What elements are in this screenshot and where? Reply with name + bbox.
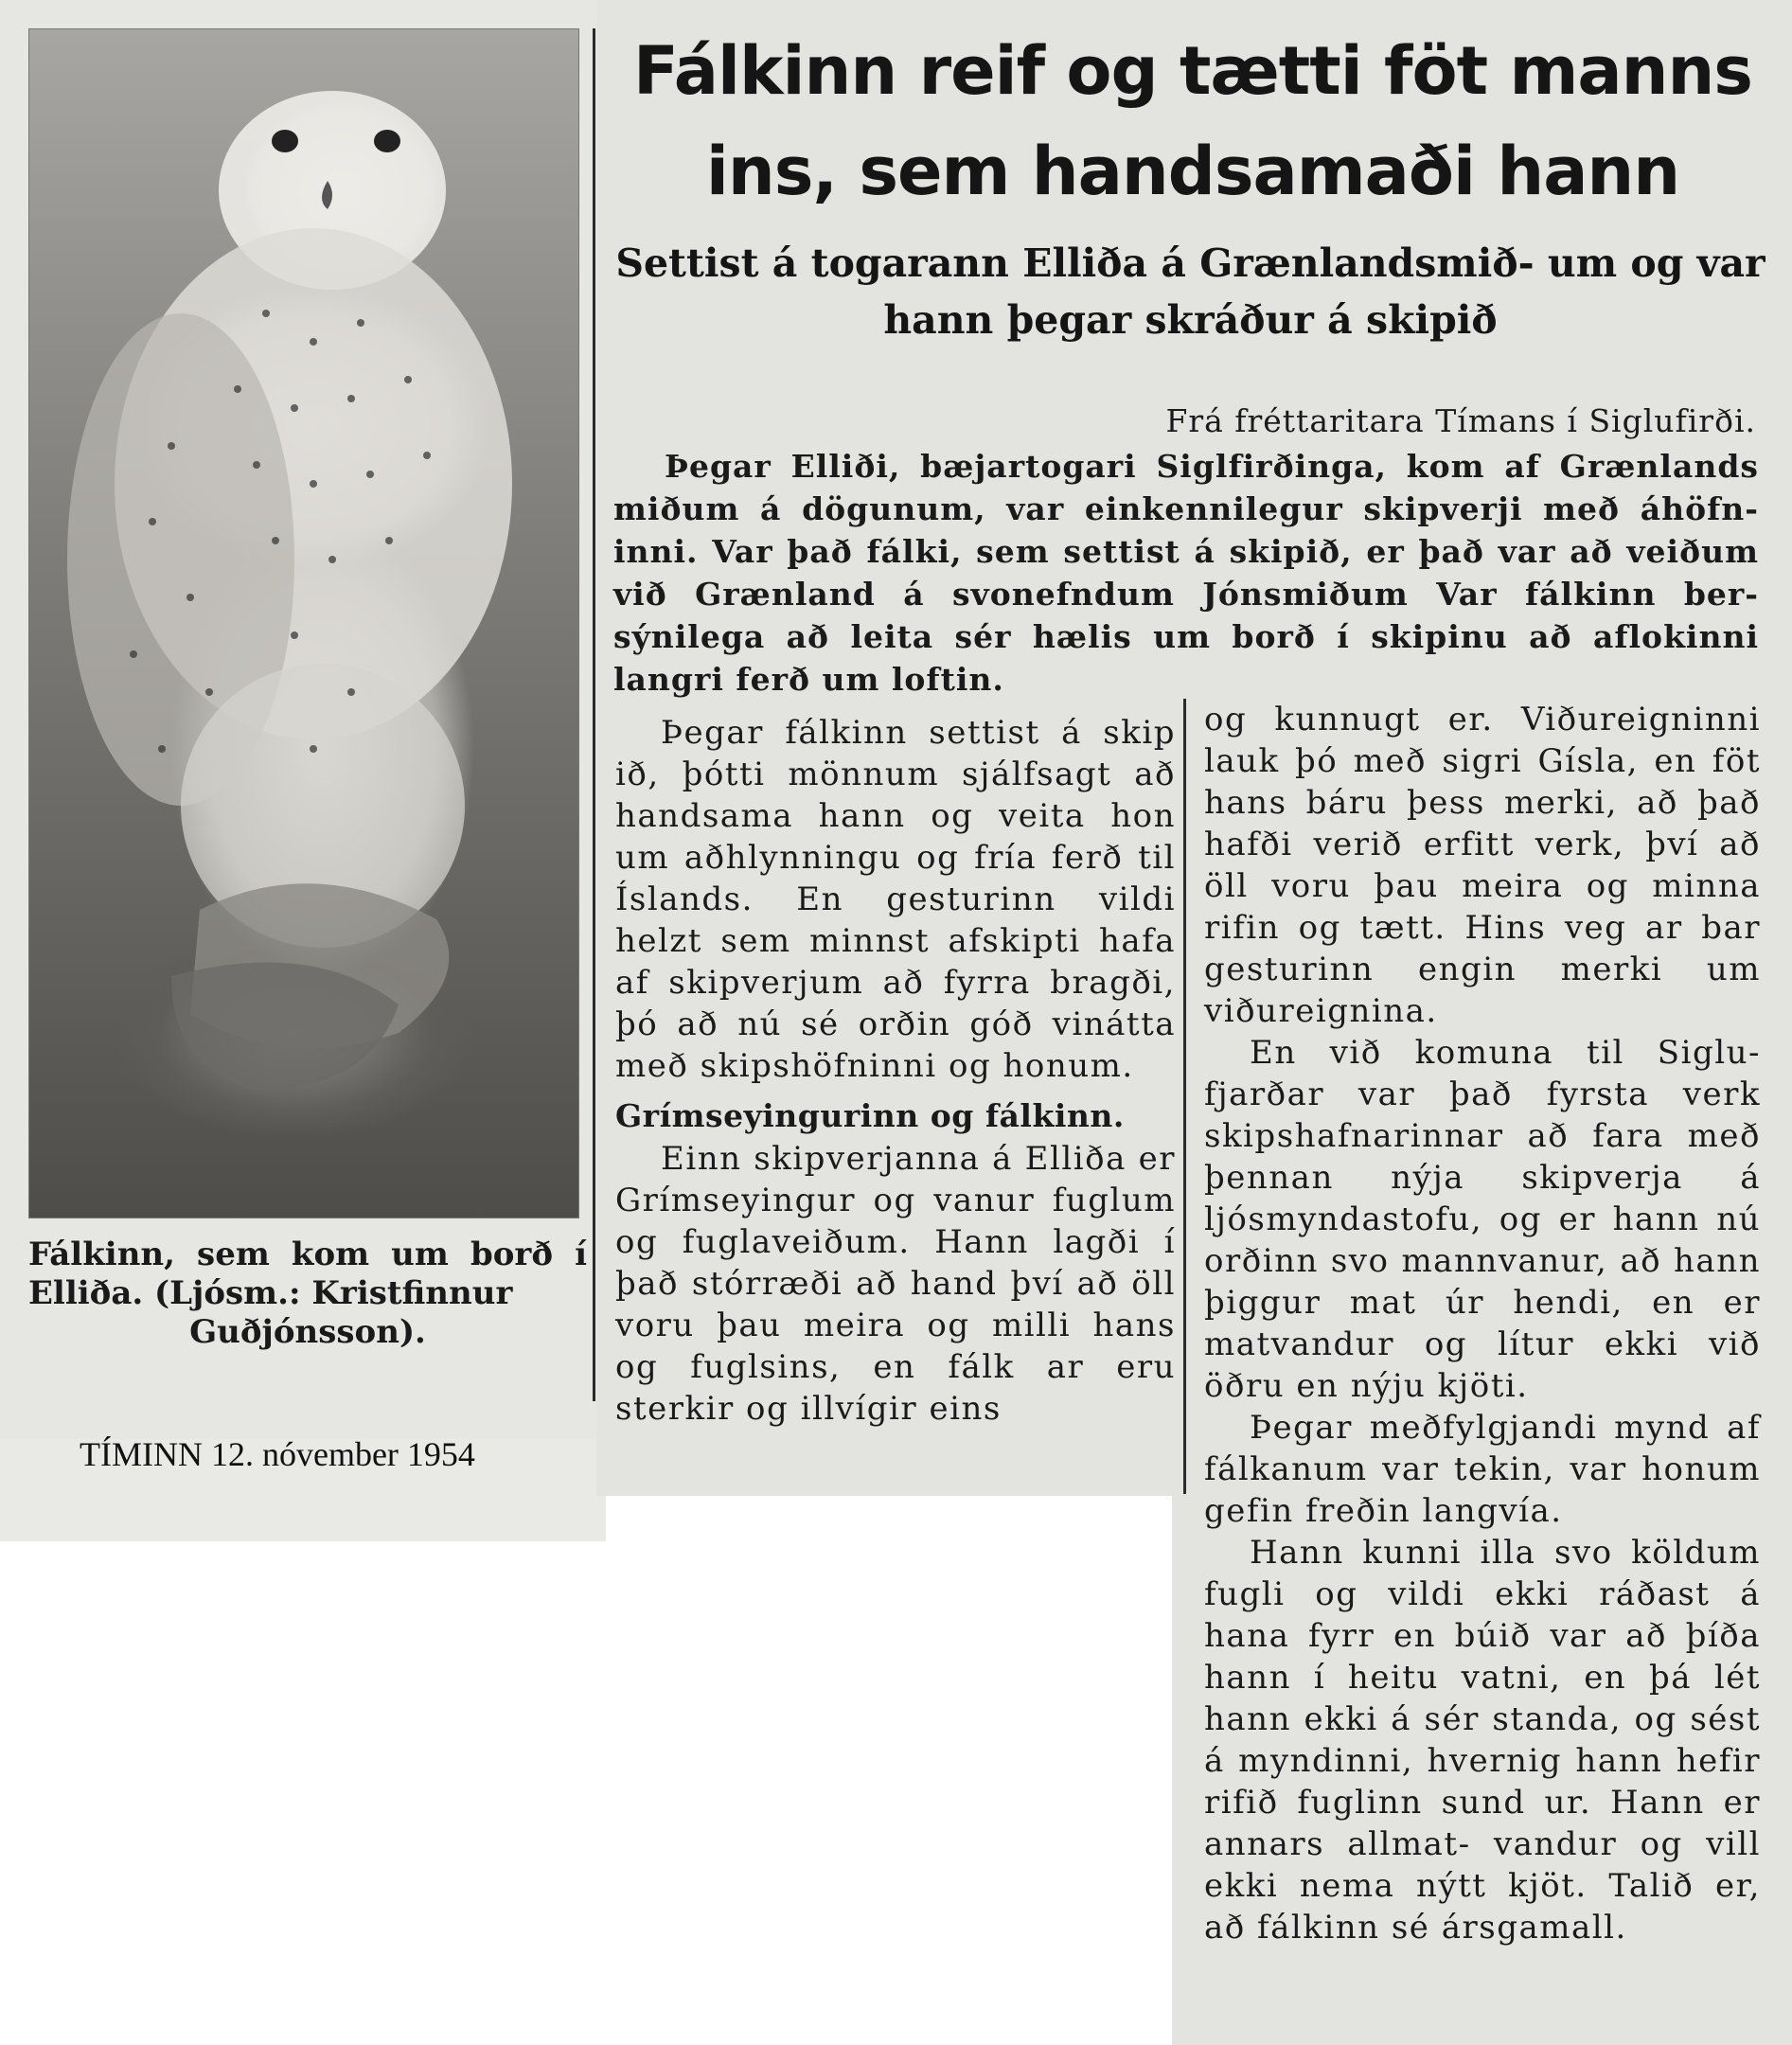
- headline: [625, 21, 1761, 222]
- headline-line-1: Fálkinn reif og tætti föt manns: [633, 32, 1752, 110]
- photo-caption-credit: Guðjónsson).: [189, 1313, 426, 1351]
- gyrfalcon-photo-icon: [29, 29, 578, 1218]
- dateline: Frá fréttaritara Tímans í Siglufirði.: [1165, 402, 1756, 439]
- paragraph: En við komuna til Siglu- fjarðar var það fyrsta verk skipshafnarinnar að fara með þennan nýja skipverja á ljósmyndastofu, og er hann nú orðinn svo mannvanur, að hann þiggur mat úr hendi, en er matvandur og lítur ekki við öðru en nýju kjöti.: [1204, 1034, 1761, 1405]
- article-column-left: [615, 712, 1176, 1430]
- photo-caption: [28, 1236, 587, 1352]
- column-rule: [1183, 699, 1186, 1494]
- paragraph: og kunnugt er. Viðureigninni lauk þó með sigri Gísla, en föt hans báru þess merki, að það hafði verið erfitt verk, því að öll voru þau meira og minna rifin og tætt. Hins veg ar bar gesturinn engin merki um viðureignina.: [1204, 701, 1761, 1030]
- paragraph: Þegar fálkinn settist á skip ið, þótti mönnum sjálfsagt að handsama hann og veita hon um aðhlynningu og fría ferð til Íslands. En gesturinn vildi helzt sem minnst afskipti hafa af skipverjum að fyrra bragði, þó að nú sé orðin góð vinátta með skipshöfninni og honum.: [615, 714, 1176, 1085]
- paragraph: Einn skipverjanna á Elliða er Grímseyingur og vanur fuglum og fuglaveiðum. Hann lagði í það stórræði að hand því að öll voru þau meira og milli hans og fuglsins, en fálk ar eru sterkir og illvígir eins: [615, 1140, 1176, 1428]
- falcon-photo: [28, 28, 579, 1218]
- photo-caption-text: Fálkinn, sem kom um borð í Elliða. (Ljósm.: Kristfinnur: [28, 1236, 587, 1312]
- paragraph: Þegar meðfylgjandi mynd af fálkanum var tekin, var honum gefin freðin langvía.: [1204, 1409, 1761, 1530]
- headline-line-2: ins, sem handsamaði hann: [705, 133, 1680, 210]
- article-column-right: [1204, 699, 1761, 1948]
- column-rule: [593, 28, 595, 1401]
- lead-paragraph: Þegar Elliði, bæjartogari Siglfirðinga, kom af Grænlands miðum á dögunum, var einkennilegur skipverji með áhöfn- inni. Var það fálki, sem settist á skipið, er það var að veiðum við Grænland á svonefndum Jónsmiðum Var fálkinn ber- sýnilega að leita sér hælis um borð í skipinu að aflokinni langri ferð um loftin.: [613, 448, 1759, 698]
- source-citation: TÍMINN 12. nóvember 1954: [80, 1435, 475, 1473]
- paragraph: Hann kunni illa svo köldum fugli og vildi ekki ráðast á hana fyrr en búið var að þíða hann í heitu vatni, en þá lét hann ekki á sér standa, og sést á myndinni, hvernig hann hefir rifið fuglinn sund ur. Hann er annars allmat- vandur og vill ekki nema nýtt kjöt. Talið er, að fálkinn sé ársgamall.: [1204, 1534, 1761, 1947]
- subheadline: Settist á togarann Elliða á Grænlandsmið- um og var hann þegar skráður á skipið: [615, 240, 1765, 343]
- section-heading: Grímseyingurinn og fálkinn.: [615, 1097, 1125, 1134]
